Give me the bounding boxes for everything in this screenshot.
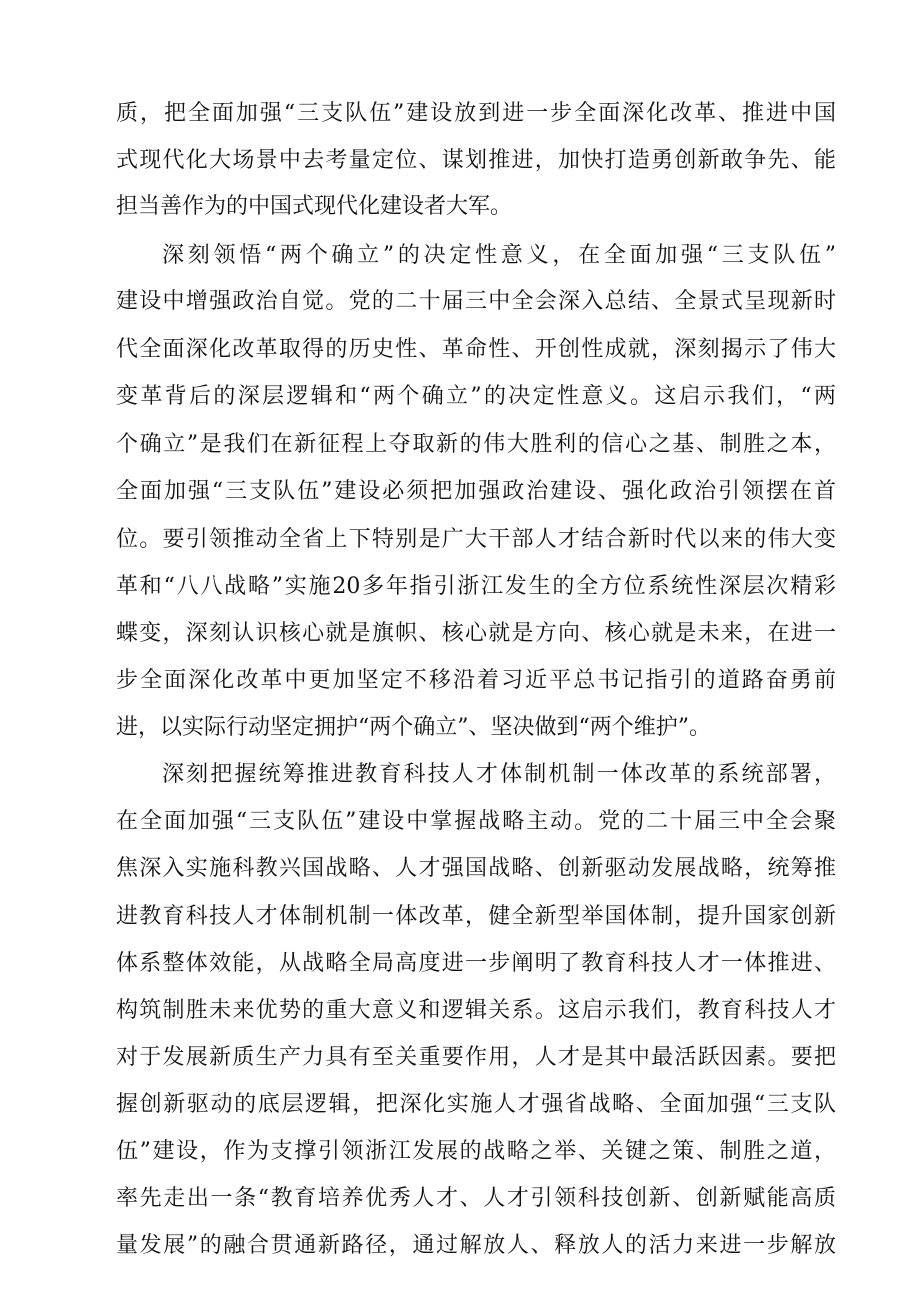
text-line: 蝶变，深刻认识核心就是旗帜、核心就是方向、核心就是未来，在进一 (116, 621, 836, 646)
text-line: 在全面加强“三支队伍”建设中掌握战略主动。党的二十届三中全会聚 (116, 809, 836, 834)
paragraph-first-line: 深刻领悟“两个确立”的决定性意义，在全面加强“三支队伍” (162, 243, 836, 268)
text-line: 构筑制胜未来优势的重大意义和逻辑关系。这启示我们，教育科技人才 (116, 998, 836, 1023)
text-line: 个确立”是我们在新征程上夺取新的伟大胜利的信心之基、制胜之本， (116, 432, 836, 457)
text-line: 革和“八八战略”实施20多年指引浙江发生的全方位系统性深层次精彩 (116, 574, 836, 599)
text-line: 进教育科技人才体制机制一体改革，健全新型举国体制，提升国家创新 (116, 904, 836, 929)
text-line: 对于发展新质生产力具有至关重要作用，人才是其中最活跃因素。要把 (116, 1045, 836, 1070)
text-line: 质，把全面加强“三支队伍”建设放到进一步全面深化改革、推进中国 (116, 101, 836, 126)
text-line: 式现代化大场景中去考量定位、谋划推进，加快打造勇创新敢争先、能 (116, 148, 836, 173)
paragraph-first-line: 深刻把握统筹推进教育科技人才体制机制一体改革的系统部署， (162, 762, 836, 787)
text-line: 体系整体效能，从战略全局高度进一步阐明了教育科技人才一体推进、 (116, 951, 836, 976)
text-line: 握创新驱动的底层逻辑，把深化实施人才强省战略、全面加强“三支队 (116, 1092, 836, 1117)
text-line: 代全面深化改革取得的历史性、革命性、开创性成就，深刻揭示了伟大 (116, 337, 836, 362)
text-line: 焦深入实施科教兴国战略、人才强国战略、创新驱动发展战略，统筹推 (116, 856, 836, 881)
text-line: 率先走出一条“教育培养优秀人才、人才引领科技创新、创新赋能高质 (116, 1186, 836, 1211)
text-line: 量发展”的融合贯通新路径，通过解放人、释放人的活力来进一步解放 (116, 1233, 836, 1258)
text-line: 步全面深化改革中更加坚定不移沿着习近平总书记指引的道路奋勇前 (116, 668, 836, 693)
text-line: 伍”建设，作为支撑引领浙江发展的战略之举、关键之策、制胜之道， (116, 1139, 836, 1164)
text-line: 变革背后的深层逻辑和“两个确立”的决定性意义。这启示我们，“两 (116, 384, 836, 409)
text-line: 担当善作为的中国式现代化建设者大军。 (116, 194, 513, 219)
text-line: 进，以实际行动坚定拥护“两个确立”、坚决做到“两个维护”。 (116, 715, 711, 740)
text-line: 建设中增强政治自觉。党的二十届三中全会深入总结、全景式呈现新时 (116, 289, 836, 314)
text-line: 全面加强“三支队伍”建设必须把加强政治建设、强化政治引领摆在首 (116, 479, 836, 504)
text-line: 位。要引领推动全省上下特别是广大干部人才结合新时代以来的伟大变 (116, 527, 836, 552)
